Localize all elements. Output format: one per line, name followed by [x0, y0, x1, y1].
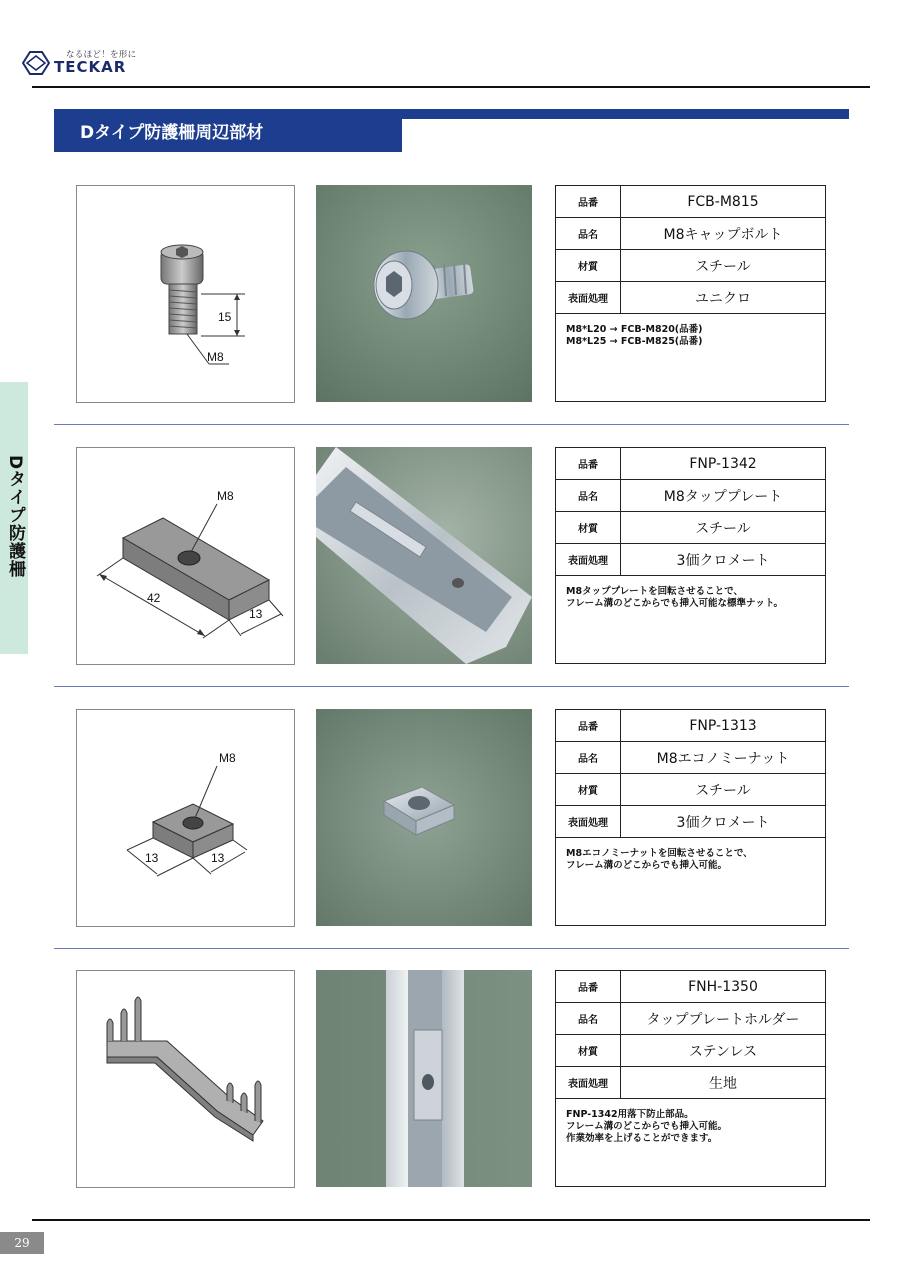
teckar-logo-icon — [22, 50, 50, 76]
spec-row-material — [556, 1035, 825, 1067]
dim-length: 15 — [218, 310, 232, 324]
product-fnp-1342 — [0, 447, 900, 667]
spec-value: スチール — [695, 782, 751, 799]
spec-row-name — [556, 1003, 825, 1035]
section-divider — [54, 424, 849, 425]
spec-key: 材質 — [556, 512, 621, 543]
spec-value: FCB-M815 — [687, 193, 759, 210]
note-line: M8タッププレートを回転させることで、 — [566, 586, 743, 597]
product-fnp-1313 — [0, 709, 900, 929]
spec-row-material — [556, 774, 825, 806]
spec-table — [555, 447, 826, 664]
dim-thread: M8 — [219, 751, 236, 765]
spec-value: FNP-1342 — [689, 455, 757, 472]
spec-table — [555, 709, 826, 926]
brand-logo — [22, 48, 152, 80]
product-photo — [316, 970, 532, 1187]
spec-key: 材質 — [556, 250, 621, 281]
product-diagram — [76, 185, 295, 403]
brand-tagline: なるほど！を形に — [66, 50, 137, 60]
dim-thread: M8 — [217, 489, 234, 503]
spec-row-name — [556, 480, 825, 512]
cap-bolt-drawing — [77, 186, 294, 402]
spec-key: 品番 — [556, 186, 621, 217]
note-line: フレーム溝のどこからでも挿入可能な標準ナット。 — [566, 598, 783, 609]
page-title: Dタイプ防護柵周辺部材 — [80, 123, 264, 143]
tap-plate-drawing — [77, 448, 294, 664]
spec-value: 3価クロメート — [676, 814, 770, 831]
note-line: フレーム溝のどこからでも挿入可能。 — [566, 1121, 728, 1132]
dim-length: 13 — [145, 851, 159, 865]
spec-row-finish — [556, 544, 825, 576]
spec-row-material — [556, 250, 825, 282]
section-divider — [54, 686, 849, 687]
note-line: M8*L20 → FCB-M820(品番) — [566, 324, 703, 335]
note-line: FNP-1342用落下防止部品。 — [566, 1109, 694, 1120]
product-photo — [316, 447, 532, 664]
spec-value: FNP-1313 — [689, 717, 757, 734]
product-photo — [316, 185, 532, 402]
note-line: M8*L25 → FCB-M825(品番) — [566, 336, 703, 347]
dim-width: 13 — [211, 851, 225, 865]
product-diagram — [76, 447, 295, 665]
product-photo — [316, 709, 532, 926]
footer-rule — [32, 1219, 870, 1221]
spec-row-name — [556, 742, 825, 774]
spec-row-finish — [556, 1067, 825, 1099]
spec-key: 品名 — [556, 218, 621, 249]
spec-key: 表面処理 — [556, 1067, 621, 1098]
dim-thread: M8 — [207, 350, 224, 364]
product-fnh-1350 — [0, 970, 900, 1190]
spec-row-material — [556, 512, 825, 544]
spec-key: 品番 — [556, 971, 621, 1002]
spec-table — [555, 970, 826, 1187]
spec-row-part-no — [556, 971, 825, 1003]
spec-key: 品名 — [556, 1003, 621, 1034]
spec-note — [566, 324, 703, 348]
spec-key: 品番 — [556, 448, 621, 479]
side-tab-label: Dタイプ防護柵 — [5, 455, 25, 579]
section-divider — [54, 948, 849, 949]
spec-value: M8タッププレート — [663, 488, 783, 505]
header-rule — [32, 86, 870, 88]
spec-value: 3価クロメート — [676, 552, 770, 569]
page-number: 29 — [0, 1232, 44, 1254]
spec-table — [555, 185, 826, 402]
spec-row-part-no — [556, 186, 825, 218]
spec-row-finish — [556, 282, 825, 314]
spec-value: ユニクロ — [695, 290, 751, 307]
spec-key: 材質 — [556, 1035, 621, 1066]
note-line: 作業効率を上げることができます。 — [566, 1133, 718, 1144]
spec-value: スチール — [695, 520, 751, 537]
spec-value: タッププレートホルダー — [646, 1011, 800, 1028]
product-diagram — [76, 709, 295, 927]
spec-key: 材質 — [556, 774, 621, 805]
spec-note — [566, 586, 783, 610]
spec-note — [566, 848, 753, 872]
spec-key: 品番 — [556, 710, 621, 741]
note-line: M8エコノミーナットを回転させることで、 — [566, 848, 753, 859]
plate-holder-drawing — [77, 971, 294, 1187]
spec-value: 生地 — [709, 1075, 737, 1092]
spec-row-part-no — [556, 710, 825, 742]
spec-row-finish — [556, 806, 825, 838]
dim-width: 13 — [249, 607, 263, 621]
spec-key: 表面処理 — [556, 544, 621, 575]
spec-value: FNH-1350 — [688, 978, 758, 995]
spec-key: 表面処理 — [556, 806, 621, 837]
spec-value: M8エコノミーナット — [656, 750, 790, 767]
dim-length: 42 — [147, 591, 161, 605]
economy-nut-drawing — [77, 710, 294, 926]
spec-value: スチール — [695, 258, 751, 275]
note-line: フレーム溝のどこからでも挿入可能。 — [566, 860, 728, 871]
brand-name: TECKAR — [54, 58, 127, 76]
spec-key: 表面処理 — [556, 282, 621, 313]
spec-value: ステンレス — [688, 1043, 758, 1060]
spec-row-name — [556, 218, 825, 250]
spec-key: 品名 — [556, 480, 621, 511]
spec-note — [566, 1109, 727, 1145]
product-diagram — [76, 970, 295, 1188]
product-fcb-m815 — [0, 185, 900, 405]
spec-value: M8キャップボルト — [663, 226, 783, 243]
spec-key: 品名 — [556, 742, 621, 773]
spec-row-part-no — [556, 448, 825, 480]
